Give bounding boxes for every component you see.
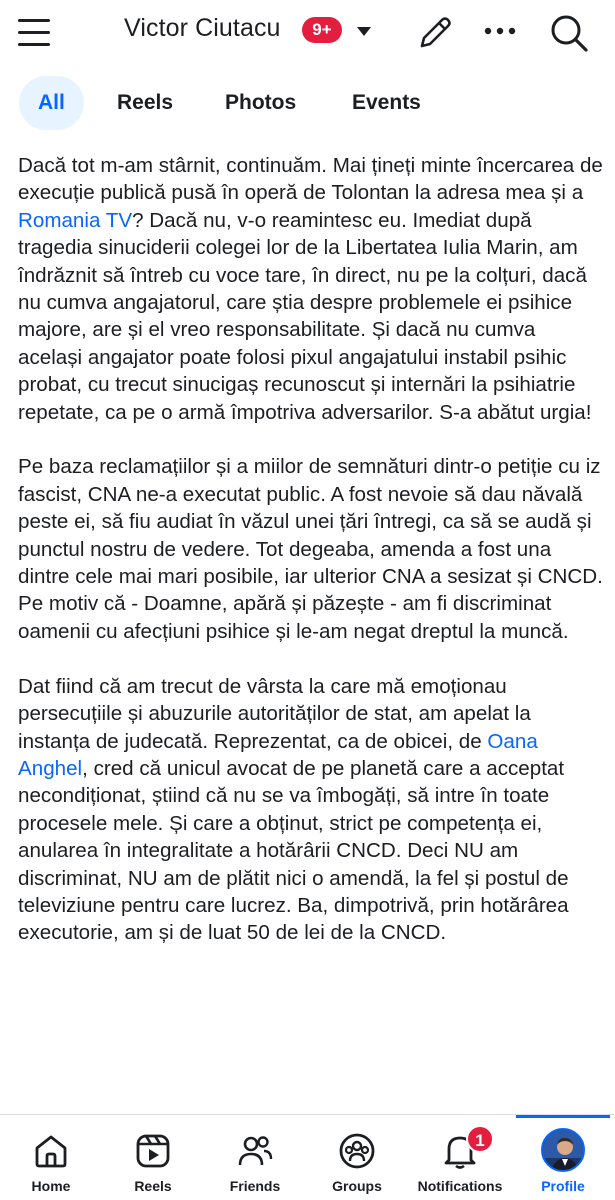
tab-events[interactable]: Events [352, 91, 421, 114]
oana-anghel-link[interactable]: Oana Anghel [18, 729, 538, 780]
nav-label: Notifications [417, 1178, 503, 1194]
bottom-navigation [0, 1114, 615, 1200]
groups-icon [337, 1131, 377, 1171]
reels-icon [133, 1131, 173, 1171]
pencil-icon[interactable] [416, 14, 454, 52]
nav-label: Home [31, 1178, 71, 1194]
nav-label: Reels [134, 1178, 172, 1194]
avatar [541, 1128, 585, 1172]
nav-label: Profile [541, 1178, 585, 1194]
nav-notifications[interactable] [408, 1115, 512, 1200]
nav-groups[interactable] [306, 1115, 408, 1200]
top-bar [0, 0, 615, 64]
profile-tabs [0, 76, 615, 132]
caret-down-icon[interactable] [356, 25, 372, 37]
friends-icon [235, 1131, 275, 1171]
active-indicator [516, 1115, 610, 1118]
post-text [18, 152, 603, 974]
notification-badge: 1 [466, 1125, 494, 1153]
post-paragraph: Dat fiind că am trecut de vârsta la care mă emoționau persecuțiile și abuzurile autorităților de stat, am apelat la instanța de judecată. Reprezentat, ca de obicei, de Oana Anghel, cred că unicul avocat de pe planetă care a acceptat necondiționat, știind că nu se va îmbogăți, să intre în toate procesele mele. Și care a obținut, strict pe competența ei, anularea în integralitate a hotărârii CNCD. Deci NU am discriminat, NU am de plătit nici o amendă, la fel și postul de televiziune pentru care lucrez. Ba, dimpotrivă, prin hotărârea executorie, am și de luat 50 de lei de la CNCD. [18, 674, 569, 945]
nav-label: Groups [332, 1178, 382, 1194]
nav-home[interactable] [0, 1115, 102, 1200]
notification-count-badge: 9+ [302, 17, 342, 43]
nav-friends[interactable] [204, 1115, 306, 1200]
nav-reels[interactable] [102, 1115, 204, 1200]
tab-photos[interactable]: Photos [225, 91, 297, 114]
nav-profile[interactable] [516, 1115, 610, 1200]
menu-icon[interactable] [14, 14, 54, 50]
romania-tv-link[interactable]: Romania TV [18, 208, 133, 232]
more-icon[interactable] [482, 24, 518, 38]
profile-name[interactable]: Victor Ciutacu [124, 14, 281, 42]
post-paragraph: Dacă tot m-am stârnit, continuăm. Mai țineți minte încercarea de execuție publică pusă în operă de Tolontan la adresa mea și a Romania TV? Dacă nu, v-o reamintesc eu. Imediat după tragedia sinuciderii colegei lor de la Libertatea Iulia Marin, am îndrăznit să întreb cu voce tare, în direct, nu pe la colțuri, dacă nu cumva angajatorul, care știa despre problemele ei psihice majore, are și el vreo responsabilitate. Și dacă nu cumva același angajator poate folosi pixul angajatului instabil psihic probat, cu trecut sinucigaș recunoscut și internări la psihiatrie repetate, ca pe o armă împotriva adversarilor. S-a abătut urgia! [18, 154, 603, 424]
tab-reels[interactable]: Reels [117, 91, 174, 114]
nav-label: Friends [229, 1178, 281, 1194]
search-icon[interactable] [548, 12, 590, 54]
home-icon [31, 1131, 71, 1171]
post-paragraph: Pe baza reclamațiilor și a miilor de semnături dintr-o petiție cu iz fascist, CNA ne-a executat public. A fost nevoie să dau năvală peste ei, să fiu audiat în văzul unei țări întregi, ca să se audă și punctul nostru de vedere. Tot degeaba, amenda a fost una dintre cele mai mari posibile, iar ulterior CNA a sesizat și CNCD. Pe motiv că - Doamne, apără și păzește - am fi discriminat oamenii cu afecțiuni psihice și le-am negat dreptul la muncă. [18, 455, 603, 643]
tab-all[interactable]: All [19, 76, 84, 130]
